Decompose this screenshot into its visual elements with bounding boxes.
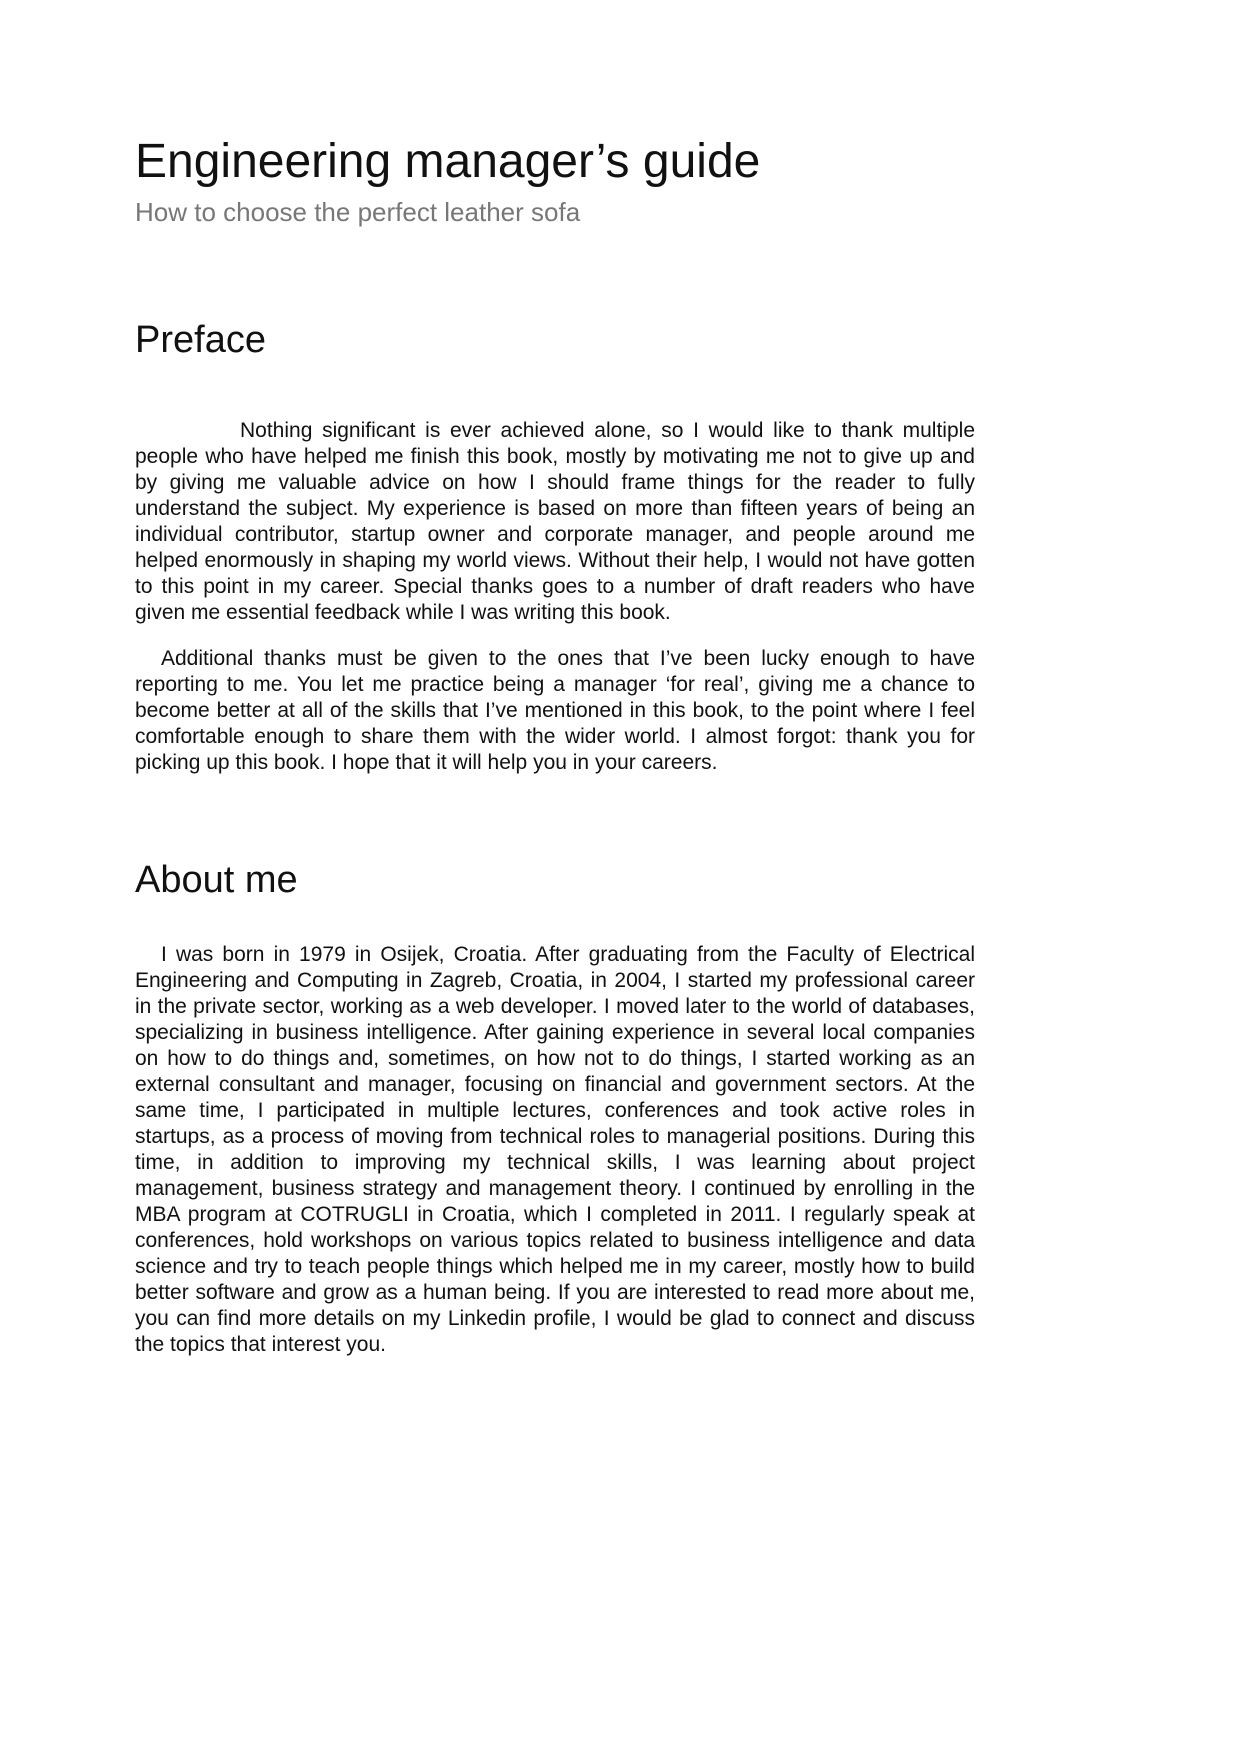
document-subtitle: How to choose the perfect leather sofa bbox=[135, 197, 581, 227]
document-title: Engineering manager’s guide bbox=[135, 135, 761, 188]
about-me-paragraph: I was born in 1979 in Osijek, Croatia. After graduating from the Faculty of Electrical Engineering and Computing in Zagreb, Croatia, in 2004, I started my professional career in the private sector, working as a web developer. I moved later to the world of databases, specializing in business intelligence. After gaining experience in several local companies on how to do things and, sometimes, on how not to do things, I started working as an external consultant and manager, focusing on financial and government sectors. At the same time, I participated in multiple lectures, conferences and took active roles in startups, as a process of moving from technical roles to managerial positions. During this time, in addition to improving my technical skills, I was learning about project management, business strategy and management theory. I continued by enrolling in the MBA program at COTRUGLI in Croatia, which I completed in 2011. I regularly speak at conferences, hold workshops on various topics related to business intelligence and data science and try to teach people things which helped me in my career, mostly how to build better software and grow as a human being. If you are interested to read more about me, you can find more details on my Linkedin profile, I would be glad to connect and discuss the topics that interest you. bbox=[135, 943, 975, 1356]
about-me-heading: About me bbox=[135, 859, 298, 901]
preface-paragraph: Additional thanks must be given to the ones that I’ve been lucky enough to have reporting to me. You let me practice being a manager ‘for real’, giving me a chance to become better at all of the skills that I’ve mentioned in this book, to the point where I feel comfortable enough to share them with the wider world. I almost forgot: thank you for picking up this book. I hope that it will help you in your careers. bbox=[135, 647, 975, 774]
preface-paragraph: Nothing significant is ever achieved alone, so I would like to thank multiple people who have helped me finish this book, mostly by motivating me not to give up and by giving me valuable advice on how I should frame things for the reader to fully understand the subject. My experience is based on more than fifteen years of being an individual contributor, startup owner and corporate manager, and people around me helped enormously in shaping my world views. Without their help, I would not have gotten to this point in my career. Special thanks goes to a number of draft readers who have given me essential feedback while I was writing this book. bbox=[135, 419, 975, 624]
preface-heading: Preface bbox=[135, 319, 266, 361]
